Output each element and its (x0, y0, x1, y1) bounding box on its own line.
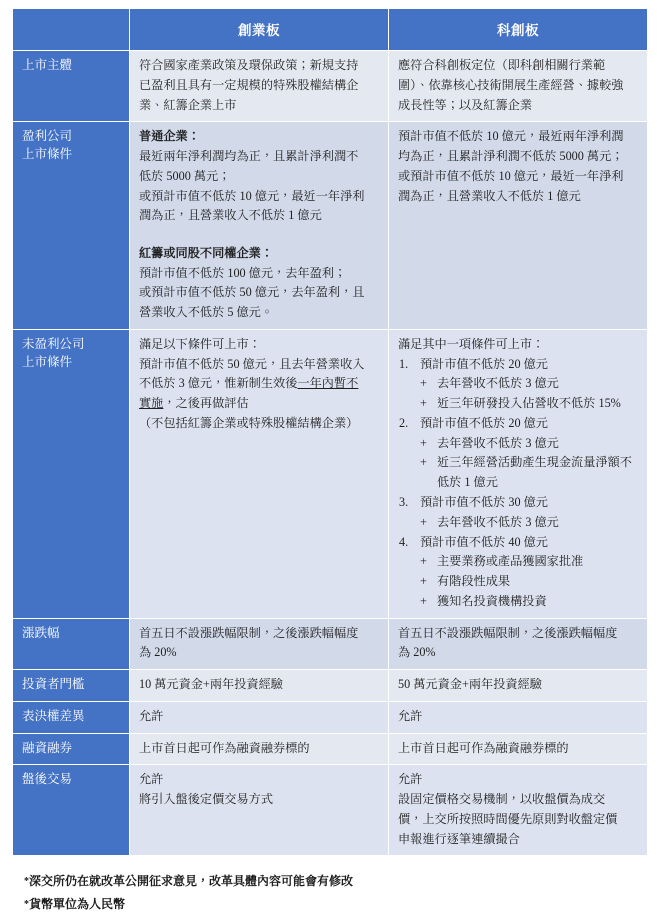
table-row (13, 670, 647, 701)
row-label (13, 765, 129, 855)
header-row (13, 9, 647, 50)
criteria-item-head: 預計市值不低於 40 億元 (420, 534, 548, 549)
text-line: 或預計市值不低於 50 億元，去年盈利，且 (139, 285, 365, 300)
criteria-item (398, 355, 638, 414)
text-line: 為 20% (139, 645, 177, 660)
text-line: 滿足以下條件可上市： (139, 336, 261, 351)
text-line: 成長性等；以及紅籌企業 (398, 97, 533, 112)
cell-star (389, 670, 647, 701)
header-corner-blank (13, 9, 129, 50)
footnote-marker: * (24, 876, 29, 888)
cell-star (389, 734, 647, 765)
cell-chinext (130, 734, 388, 765)
cell-chinext (130, 51, 388, 121)
text-line: 允許 (398, 772, 423, 787)
cell-star (389, 122, 647, 329)
table-row (13, 619, 647, 670)
text-line: 應符合科創板定位（即科創相關行業範 (398, 58, 606, 72)
row-label-line: 上市主體 (22, 58, 73, 72)
text-line: 潤為正，且營業收入不低於 1 億元 (398, 188, 581, 203)
criteria-item-head: 預計市值不低於 20 億元 (420, 356, 548, 371)
table-row (13, 734, 647, 765)
criteria-sublist (420, 513, 638, 533)
cell-chinext (130, 122, 388, 329)
text-line: 預計市值不低於 100 億元，去年盈利； (139, 265, 347, 280)
footnote: *深交所仍在就改革公開征求意見，改革具體內容可能會有修改 (24, 874, 354, 889)
listing-rules-comparison-table (12, 8, 648, 856)
text-line: 預計市值不低於 10 億元，最近兩年淨利潤 (398, 129, 624, 144)
cell-star (389, 619, 647, 670)
criteria-subitem: + 獲知名投資機構投資 (420, 592, 638, 612)
text-line: 不低於 3 億元，惟新制生效後一年內暫不 (139, 376, 359, 391)
row-label-line: 投資者門檻 (22, 677, 85, 692)
row-label-line: 上市條件 (22, 355, 73, 369)
criteria-sublist (420, 374, 638, 414)
text-line: 已盈利且具有一定規模的特殊股權結構企 (139, 77, 359, 92)
text-line: 潤為正，且營業收入不低於 1 億元 (139, 208, 322, 223)
text-line: 符合國家產業政策及環保政策；新規支持 (139, 58, 359, 72)
table-row (13, 51, 647, 121)
cell-star (389, 765, 647, 855)
cell-chinext (130, 765, 388, 855)
footnotes (12, 870, 645, 914)
list-intro: 滿足其中一項條件可上市： (398, 336, 545, 351)
criteria-subitem: + 主要業務或產品獲國家批准 (420, 552, 638, 572)
criteria-subitem: + 有階段性成果 (420, 572, 638, 592)
criteria-item (398, 533, 638, 612)
cell-chinext (130, 702, 388, 733)
row-label (13, 122, 129, 329)
text-line: 紅籌或同股不同權企業： (139, 245, 274, 260)
text-line: 上市首日起可作為融資融券標的 (139, 740, 310, 755)
text-line: 申報進行逐筆連續撮合 (398, 831, 520, 846)
criteria-subitem: + 去年營收不低於 3 億元 (420, 374, 638, 394)
underlined-text: 一年內暫不 (297, 376, 359, 391)
text-line: 首五日不設漲跌幅限制，之後漲跌幅幅度 (139, 625, 359, 640)
criteria-item-head: 預計市值不低於 20 億元 (420, 415, 548, 430)
text-line: 或預計市值不低於 10 億元，最近一年淨利 (398, 168, 624, 183)
text-line: 50 萬元資金+兩年投資經驗 (398, 677, 542, 692)
text-line: 首五日不設漲跌幅限制，之後漲跌幅幅度 (398, 625, 618, 640)
table-header (13, 9, 647, 50)
table-row (13, 765, 647, 855)
footnote-marker: * (24, 898, 29, 910)
criteria-subitem: + 近三年研發投入佔營收不低於 15% (420, 394, 638, 414)
text-line: 最近兩年淨利潤均為正，且累計淨利潤不 (139, 149, 359, 164)
header-chinext: 創業板 (130, 9, 388, 50)
text-line: 營業收入不低於 5 億元。 (139, 305, 274, 320)
footnote: *貨幣單位為人民幣 (24, 896, 126, 911)
text-line: 業、紅籌企業上市 (139, 97, 237, 112)
criteria-list (398, 355, 638, 612)
criteria-sublist (420, 552, 638, 611)
row-label (13, 619, 129, 670)
row-label-line: 上市條件 (22, 147, 73, 162)
text-line: 圍）、依靠核心技術開展生產經營、據較強 (398, 77, 624, 92)
row-label (13, 734, 129, 765)
cell-chinext (130, 670, 388, 701)
table-row (13, 702, 647, 733)
row-label (13, 702, 129, 733)
cell-chinext (130, 330, 388, 618)
text-line: 普通企業： (139, 129, 200, 144)
cell-star (389, 51, 647, 121)
underlined-text: 實施 (139, 396, 164, 411)
criteria-subitem: + 去年營收不低於 3 億元 (420, 434, 638, 454)
text-line: 低於 5000 萬元； (139, 168, 231, 183)
text-line: 或預計市值不低於 10 億元，最近一年淨利 (139, 188, 365, 203)
row-label-line: 未盈利公司 (22, 336, 85, 351)
text-line: 價，上交所按照時間優先原則對收盤定價 (398, 811, 618, 826)
text-line: 為 20% (398, 645, 436, 660)
row-label (13, 51, 129, 121)
table-row (13, 122, 647, 329)
cell-star (389, 330, 647, 618)
criteria-item-head: 預計市值不低於 30 億元 (420, 495, 548, 509)
text-line: 均為正，且累計淨利潤不低於 5000 萬元； (398, 149, 624, 164)
row-label-line: 融資融券 (22, 740, 73, 755)
row-label (13, 670, 129, 701)
text-line: 設固定價格交易機制，以收盤價為成交 (398, 792, 606, 807)
header-star-market: 科創板 (389, 9, 647, 50)
text-line: 允許 (398, 708, 423, 723)
row-label-line: 漲跌幅 (22, 625, 60, 640)
row-label-line: 盈利公司 (22, 129, 73, 144)
cell-star (389, 702, 647, 733)
row-label (13, 330, 129, 618)
row-label-line: 表決權差異 (22, 708, 85, 723)
text-line: 預計市值不低於 50 億元，且去年營業收入 (139, 356, 365, 371)
text-line: 允許 (139, 708, 164, 723)
text-line: 上市首日起可作為融資融券標的 (398, 740, 569, 755)
criteria-item (398, 414, 638, 493)
text-line: 實施，之後再做評估 (139, 396, 249, 411)
criteria-item (398, 493, 638, 533)
text-line: 10 萬元資金+兩年投資經驗 (139, 677, 283, 692)
criteria-subitem: + 去年營收不低於 3 億元 (420, 513, 638, 533)
table-body (13, 51, 647, 855)
cell-chinext (130, 619, 388, 670)
criteria-subitem: + 近三年經營活動產生現金流量淨額不低於 1 億元 (420, 453, 638, 493)
text-line: （不包括紅籌企業或特殊股權結構企業） (139, 415, 359, 430)
text-line: 允許 (139, 772, 164, 787)
table-row (13, 330, 647, 618)
text-line: 將引入盤後定價交易方式 (139, 792, 274, 807)
criteria-sublist (420, 434, 638, 493)
row-label-line: 盤後交易 (22, 772, 73, 787)
